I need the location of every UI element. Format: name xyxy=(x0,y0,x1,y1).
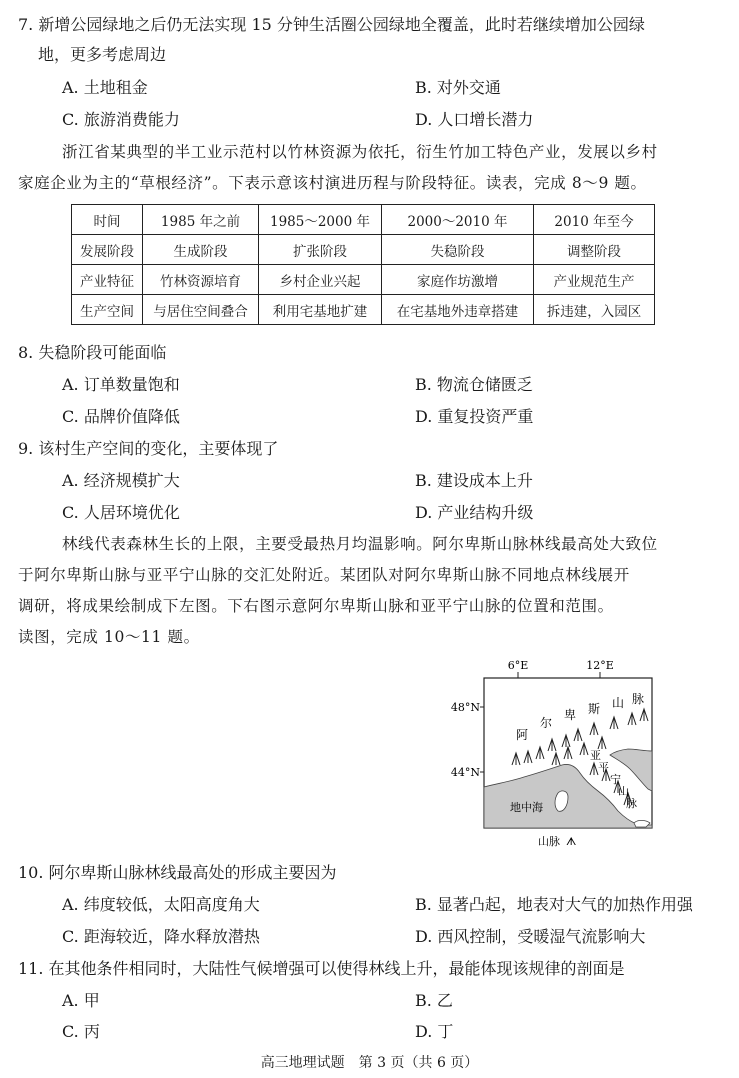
q9-option-b: B. 建设成本上升 xyxy=(415,471,533,490)
q8-option-c: C. 品牌价值降低 xyxy=(62,407,180,426)
q7-stem-line1: 7. 新增公园绿地之后仍无法实现 15 分钟生活圈公园绿地全覆盖，此时若继续增加公园绿 xyxy=(18,15,645,34)
table-cell: 竹林资源培育 xyxy=(143,265,259,295)
table-header-row xyxy=(72,205,655,235)
intro-10-11-line2: 于阿尔卑斯山脉与亚平宁山脉的交汇处附近。某团队对阿尔卑斯山脉不同地点林线展开 xyxy=(18,566,630,584)
table-cell: 乡村企业兴起 xyxy=(259,265,382,295)
intro-10-11-line3: 调研，将成果绘制成下左图。下右图示意阿尔卑斯山脉和亚平宁山脉的位置和范围。 xyxy=(18,597,614,615)
q8-stem: 8. 失稳阶段可能面临 xyxy=(18,343,167,362)
table-row xyxy=(72,295,655,325)
q10-option-a: A. 纬度较低，太阳高度角大 xyxy=(62,895,260,914)
table-cell: 产业特征 xyxy=(72,265,143,295)
q9-option-c: C. 人居环境优化 xyxy=(62,503,180,522)
q11-option-c: C. 丙 xyxy=(62,1022,100,1041)
table-row xyxy=(72,235,655,265)
q9-stem: 9. 该村生产空间的变化，主要体现了 xyxy=(18,439,279,458)
table-cell: 生成阶段 xyxy=(143,235,259,265)
apennines-label-char: 山 xyxy=(618,785,629,798)
mountain-legend-icon: ᗑ xyxy=(566,835,577,848)
q9-option-d: D. 产业结构升级 xyxy=(415,503,534,522)
intro-10-11-line4: 读图，完成 10～11 题。 xyxy=(18,628,200,646)
q10-option-d: D. 西风控制，受暖湿气流影响大 xyxy=(415,927,646,946)
apennines-label-char: 亚 xyxy=(590,749,601,762)
table-cell: 发展阶段 xyxy=(72,235,143,265)
intro-10-11-line1: 林线代表森林生长的上限，主要受最热月均温影响。阿尔卑斯山脉林线最高处大致位 xyxy=(62,535,658,553)
q10-option-b: B. 显著凸起，地表对大气的加热作用强 xyxy=(415,895,693,914)
alps-apennines-map xyxy=(440,655,670,850)
q7-option-c: C. 旅游消费能力 xyxy=(62,110,180,129)
map-svg xyxy=(440,655,670,850)
alps-label-char: 尔 xyxy=(540,716,553,730)
alps-label-char: 山 xyxy=(612,696,625,710)
q7-option-a: A. 土地租金 xyxy=(62,78,148,97)
table-cell: 扩张阶段 xyxy=(259,235,382,265)
table-header-cell: 时间 xyxy=(72,205,143,235)
table-header-cell: 2000～2010 年 xyxy=(382,205,534,235)
q10-option-c: C. 距海较近，降水释放潜热 xyxy=(62,927,260,946)
table-header-cell: 2010 年至今 xyxy=(534,205,655,235)
q10-stem: 10. 阿尔卑斯山脉林线最高处的形成主要因为 xyxy=(18,863,337,882)
q8-option-d: D. 重复投资严重 xyxy=(415,407,534,426)
q7-option-d: D. 人口增长潜力 xyxy=(415,110,534,129)
q11-option-a: A. 甲 xyxy=(62,991,100,1010)
q11-option-b: B. 乙 xyxy=(415,991,453,1010)
alps-label-char: 卑 xyxy=(564,708,577,722)
apennines-label-char: 平 xyxy=(598,761,609,774)
table-header-cell: 1985 年之前 xyxy=(143,205,259,235)
legend-label: 山脉 xyxy=(538,835,560,848)
table-cell: 在宅基地外违章搭建 xyxy=(382,295,534,325)
table-cell: 拆违建，入园区 xyxy=(534,295,655,325)
intro-8-9-line1: 浙江省某典型的半工业示范村以竹林资源为依托，衍生竹加工特色产业，发展以乡村 xyxy=(62,143,658,161)
table-cell: 与居住空间叠合 xyxy=(143,295,259,325)
page-footer: 高三地理试题 第 3 页（共 6 页） xyxy=(260,1055,479,1071)
table-row xyxy=(72,265,655,295)
q7-option-b: B. 对外交通 xyxy=(415,78,501,97)
table-header-cell: 1985～2000 年 xyxy=(259,205,382,235)
alps-label-char: 脉 xyxy=(632,692,645,706)
apennines-label-char: 宁 xyxy=(610,773,621,786)
table-cell: 生产空间 xyxy=(72,295,143,325)
alps-label-char: 阿 xyxy=(516,728,529,742)
table-cell: 产业规范生产 xyxy=(534,265,655,295)
lon-label-6e: 6°E xyxy=(507,659,529,672)
alps-label-char: 斯 xyxy=(588,702,601,716)
sea-label: 地中海 xyxy=(510,801,543,814)
q8-option-b: B. 物流仓储匮乏 xyxy=(415,375,533,394)
q11-option-d: D. 丁 xyxy=(415,1022,454,1041)
lon-label-12e: 12°E xyxy=(586,659,614,672)
q9-option-a: A. 经济规模扩大 xyxy=(62,471,180,490)
table-cell: 失稳阶段 xyxy=(382,235,534,265)
table-cell: 利用宅基地扩建 xyxy=(259,295,382,325)
intro-8-9-line2: 家庭企业为主的“草根经济”。下表示意该村演进历程与阶段特征。读表，完成 8～9 题。 xyxy=(18,174,647,192)
village-stage-table xyxy=(71,204,655,325)
q8-option-a: A. 订单数量饱和 xyxy=(62,375,180,394)
q11-stem: 11. 在其他条件相同时，大陆性气候增强可以使得林线上升，最能体现该规律的剖面是 xyxy=(18,959,625,978)
apennines-label-char: 脉 xyxy=(626,797,637,810)
table-cell: 调整阶段 xyxy=(534,235,655,265)
table-cell: 家庭作坊激增 xyxy=(382,265,534,295)
lat-label-48n: 48°N xyxy=(450,701,480,714)
q7-stem-line2: 地，更多考虑周边 xyxy=(38,45,167,64)
lat-label-44n: 44°N xyxy=(450,766,480,779)
